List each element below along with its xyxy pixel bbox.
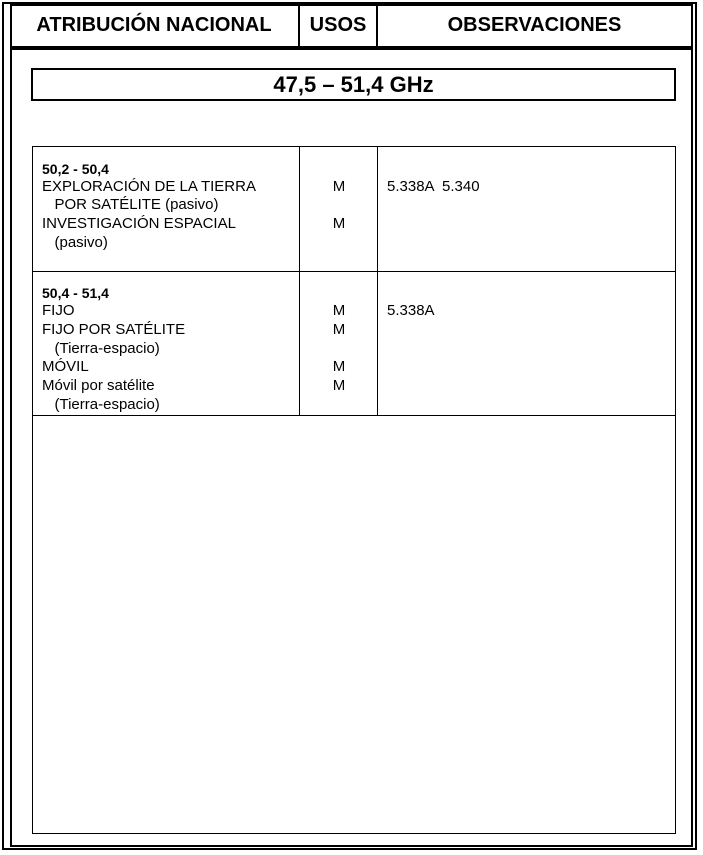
row1-service-line: EXPLORACIÓN DE LA TIERRA: [42, 178, 256, 195]
row1-use: M: [332, 178, 346, 195]
row2-service-line: Móvil por satélite: [42, 377, 155, 394]
header-allocation: ATRIBUCIÓN NACIONAL: [10, 4, 300, 46]
row2-service-line: (Tierra-espacio): [42, 340, 160, 357]
row2-service-line: MÓVIL: [42, 358, 89, 375]
row1-range: 50,2 - 50,4: [42, 161, 109, 177]
row1-service-line: INVESTIGACIÓN ESPACIAL: [42, 215, 236, 232]
allocation-table: [32, 146, 676, 834]
row2-use: M: [332, 377, 346, 394]
row2-use: M: [332, 321, 346, 338]
row2-service-line: FIJO POR SATÉLITE: [42, 321, 186, 338]
table-header: [10, 4, 693, 50]
row1-use: M: [332, 215, 346, 232]
row2-service-line: (Tierra-espacio): [42, 396, 160, 413]
column-divider-2: [377, 147, 378, 415]
row1-notes: 5.338A 5.340: [387, 178, 480, 195]
header-notes: OBSERVACIONES: [447, 13, 622, 36]
row2-use: M: [332, 358, 346, 375]
row2-range: 50,4 - 51,4: [42, 285, 109, 301]
band-title: 47,5 – 51,4 GHz: [31, 68, 676, 101]
row-divider-1: [33, 271, 675, 272]
row1-service-line: (pasivo): [42, 234, 108, 251]
row1-service-line: POR SATÉLITE (pasivo): [42, 196, 219, 213]
row2-service-line: FIJO: [42, 302, 75, 319]
row2-use: M: [332, 302, 346, 319]
header-uses: USOS: [300, 4, 378, 46]
row-divider-2: [33, 415, 675, 416]
row2-notes: 5.338A: [387, 302, 435, 319]
column-divider-1: [299, 147, 300, 415]
